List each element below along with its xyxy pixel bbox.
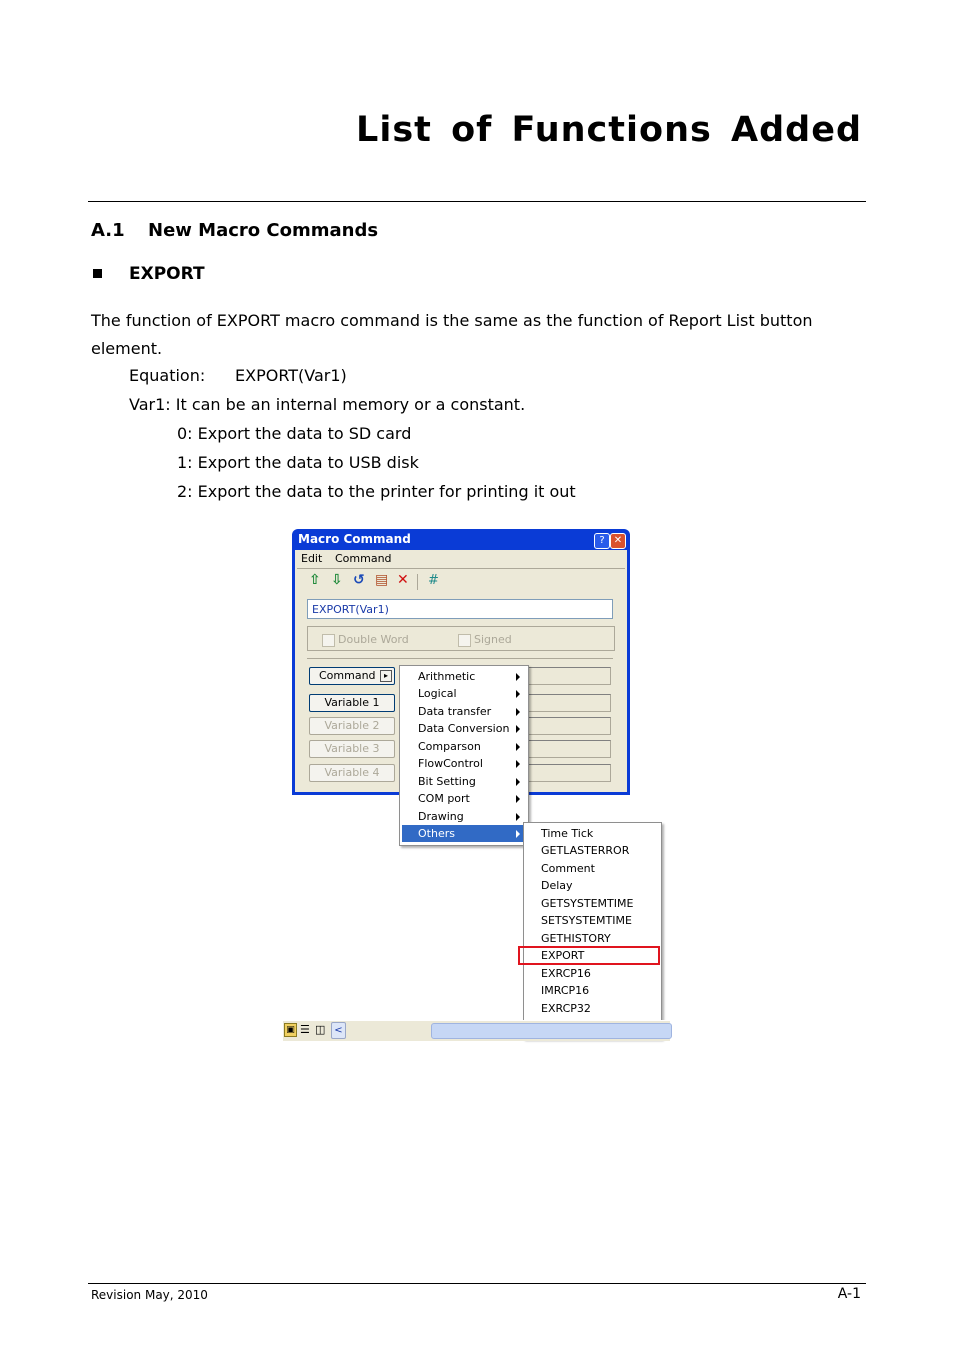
double-word-label: Double Word	[338, 633, 409, 646]
others-submenu	[523, 822, 662, 1039]
bullet-icon	[93, 269, 102, 278]
page-icon[interactable]: ◫	[315, 1023, 326, 1036]
submenu-arrow-icon	[516, 725, 520, 733]
option-item: 0: Export the data to SD card	[177, 424, 412, 443]
equation-input[interactable]: EXPORT(Var1)	[307, 599, 613, 619]
command-field[interactable]	[525, 667, 611, 685]
scroll-left-icon[interactable]: <	[331, 1022, 346, 1039]
save-icon[interactable]: ▤	[375, 572, 389, 588]
command-category-menu	[399, 665, 529, 846]
option-item: 2: Export the data to the printer for printing it out	[177, 482, 576, 501]
move-up-icon[interactable]: ⇧	[309, 572, 321, 588]
menu-command[interactable]: Command	[335, 552, 392, 565]
signed-checkbox[interactable]	[458, 634, 471, 647]
submenu-item-getlasterror[interactable]: GETLASTERROR	[541, 844, 630, 857]
menu-item-drawing[interactable]: Drawing	[402, 808, 526, 825]
submenu-item-exrcp32[interactable]: EXRCP32	[541, 1002, 591, 1015]
variable-1-button[interactable]: Variable 1	[309, 694, 395, 712]
signed-label: Signed	[474, 633, 512, 646]
variable-4-field[interactable]	[525, 764, 611, 782]
subsection-title: EXPORT	[129, 264, 205, 284]
submenu-arrow-icon	[516, 830, 520, 838]
option-item: 1: Export the data to USB disk	[177, 453, 419, 472]
double-word-checkbox[interactable]	[322, 634, 335, 647]
variable-2-field[interactable]	[525, 717, 611, 735]
menu-item-arithmetic[interactable]: Arithmetic	[402, 668, 526, 685]
menu-item-data-conversion[interactable]: Data Conversion	[402, 720, 526, 737]
menu-separator	[297, 568, 625, 569]
hash-icon[interactable]: #	[428, 573, 439, 588]
view-icon[interactable]: ▣	[284, 1023, 297, 1037]
list-icon[interactable]: ☰	[300, 1023, 310, 1036]
export-highlight-box	[518, 946, 660, 965]
bottom-scroll-bar	[283, 1020, 670, 1041]
equation-value: EXPORT(Var1)	[235, 366, 347, 385]
submenu-item-comment[interactable]: Comment	[541, 862, 595, 875]
command-label: Command	[319, 669, 376, 682]
refresh-icon[interactable]: ↺	[353, 572, 365, 588]
scroll-thumb[interactable]	[431, 1023, 672, 1039]
equation-label: Equation:	[129, 366, 206, 385]
group-separator	[307, 658, 613, 659]
submenu-arrow-icon	[516, 813, 520, 821]
menu-item-flowcontrol[interactable]: FlowControl	[402, 755, 526, 772]
footer-rule	[88, 1283, 866, 1284]
page-number: A-1	[837, 1286, 861, 1302]
section-title: New Macro Commands	[148, 220, 379, 241]
expand-arrow-icon[interactable]: ▸	[380, 670, 392, 682]
toolbar-separator	[417, 574, 418, 590]
header-rule	[88, 201, 866, 202]
footer-revision: Revision May, 2010	[91, 1288, 208, 1302]
submenu-arrow-icon	[516, 673, 520, 681]
submenu-arrow-icon	[516, 795, 520, 803]
submenu-item-imrcp16[interactable]: IMRCP16	[541, 984, 590, 997]
help-button[interactable]: ?	[594, 533, 610, 549]
submenu-item-delay[interactable]: Delay	[541, 879, 573, 892]
variable-1-field[interactable]	[525, 694, 611, 712]
menu-item-others[interactable]: Others	[402, 825, 526, 842]
move-down-icon[interactable]: ⇩	[331, 572, 343, 588]
submenu-item-getsystemtime[interactable]: GETSYSTEMTIME	[541, 897, 634, 910]
variable-4-button[interactable]: Variable 4	[309, 764, 395, 782]
submenu-item-gethistory[interactable]: GETHISTORY	[541, 932, 611, 945]
dialog-title: Macro Command	[298, 532, 411, 546]
submenu-arrow-icon	[516, 778, 520, 786]
command-button[interactable]	[309, 667, 395, 685]
submenu-arrow-icon	[516, 743, 520, 751]
options-group	[307, 626, 615, 651]
menu-edit[interactable]: Edit	[301, 552, 323, 565]
description-paragraph: The function of EXPORT macro command is the same as the function of Report List button element.	[91, 311, 813, 358]
menu-item-com-port[interactable]: COM port	[402, 790, 526, 807]
menu-item-logical[interactable]: Logical	[402, 685, 526, 702]
submenu-item-setsystemtime[interactable]: SETSYSTEMTIME	[541, 914, 632, 927]
menu-item-bit-setting[interactable]: Bit Setting	[402, 773, 526, 790]
submenu-arrow-icon	[516, 690, 520, 698]
submenu-item-exrcp16[interactable]: EXRCP16	[541, 967, 591, 980]
submenu-item-time-tick[interactable]: Time Tick	[541, 827, 594, 840]
variable-2-button[interactable]: Variable 2	[309, 717, 395, 735]
delete-icon[interactable]: ✕	[397, 572, 409, 588]
submenu-arrow-icon	[516, 760, 520, 768]
variable-3-field[interactable]	[525, 740, 611, 758]
section-number: A.1	[91, 220, 125, 241]
submenu-item-export[interactable]: EXPORT	[541, 949, 585, 962]
menu-item-data-transfer[interactable]: Data transfer	[402, 703, 526, 720]
var-description: Var1: It can be an internal memory or a constant.	[129, 395, 526, 414]
submenu-arrow-icon	[516, 708, 520, 716]
close-button[interactable]: ✕	[610, 533, 626, 549]
page-title: List of Functions Added	[356, 110, 862, 150]
variable-3-button[interactable]: Variable 3	[309, 740, 395, 758]
menu-item-comparson[interactable]: Comparson	[402, 738, 526, 755]
